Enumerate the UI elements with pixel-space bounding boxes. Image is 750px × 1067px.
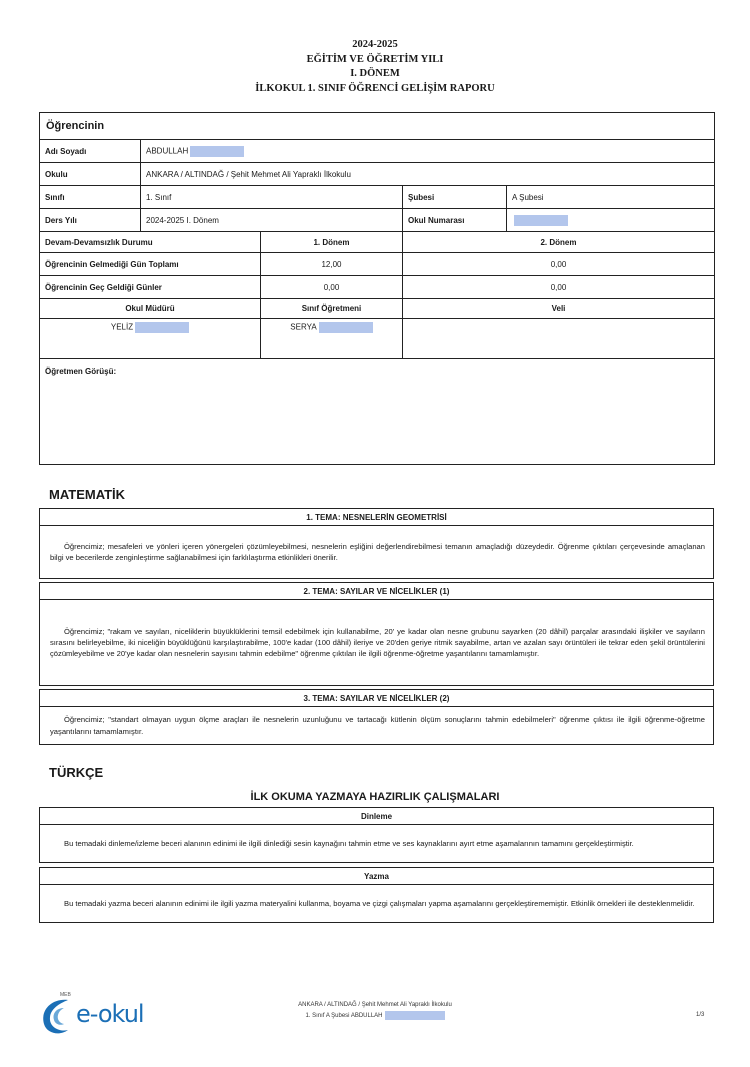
- math-theme-2-text: Öğrencimiz; "rakam ve sayıları, niceliklerin büyüklüklerini temsil edebilmek için kullanabilme, 20' ye kadar olan nesne grubunu sayarken (20 dâhil) parçalar arasındaki ilişkiler ve sayıların sırasını belirleyebilme, iki niceliğin büyüklüğünü karşılaştırabilme, 100'e kadar (100 dâhil) ileriye ve 20'den geriye ritmik sayabilme, artan ve azalan sayı örüntüleri ile tekrar eden şekil örüntülerini çözümleyebilme ve 20'ye kadar olan nesnelerin sayısını tahmin edebilme" öğrenme çıktıları ile ilgili öğrenme-öğretme yaşantılarını tamamlamıştır.: [40, 600, 714, 686]
- absent-days-term1: 12,00: [261, 253, 403, 276]
- redaction-mark: [385, 1011, 445, 1020]
- student-section-title: Öğrencinin: [40, 113, 715, 140]
- teacher-opinion: Öğretmen Görüşü:: [40, 359, 715, 465]
- redaction-mark: [135, 322, 189, 333]
- late-days-label: Öğrencinin Geç Geldiği Günler: [40, 276, 261, 299]
- number-value: [507, 209, 715, 232]
- report-title: İLKOKUL 1. SINIF ÖĞRENCİ GELİŞİM RAPORU: [255, 82, 495, 94]
- listening-text: Bu temadaki dinleme/izleme beceri alanının edinimi ile ilgili dinlediği sesin kaynağını tahmin etme ve ses kaynaklarını ayırt etme aşamalarının tamamını gerçekleştirmiştir.: [40, 825, 714, 863]
- attendance-term2-header: 2. Dönem: [403, 232, 715, 253]
- school-value: ANKARA / ALTINDAĞ / Şehit Mehmet Ali Yapraklı İlkokulu: [141, 163, 715, 186]
- student-info-table: [39, 112, 715, 465]
- listening-title: Dinleme: [40, 808, 714, 825]
- redaction-mark: [319, 322, 373, 333]
- logo-text: e-okul: [76, 1000, 144, 1028]
- math-theme-2-title: 2. TEMA: SAYILAR VE NİCELİKLER (1): [40, 583, 714, 600]
- number-label: Okul Numarası: [403, 209, 507, 232]
- math-theme-1-title: 1. TEMA: NESNELERİN GEOMETRİSİ: [40, 509, 714, 526]
- math-theme-1-text: Öğrencimiz; mesafeleri ve yönleri içeren yönergeleri çözümleyebilmesi, nesnelerin eşliğini değerlendirebilmesi temanın amaçladığı düzeydedir. Öğrenme çıktıları çerçevesinde amaçlanan bilgi ve becerilerde zenginleştirme sağlanabilmesi için farklılaştırma etkinlikleri önerilir.: [40, 526, 714, 579]
- page-number: 1/3: [696, 1012, 705, 1018]
- math-theme-3-title: 3. TEMA: SAYILAR VE NİCELİKLER (2): [40, 690, 714, 707]
- teacher-signature: SERYA: [261, 319, 403, 359]
- writing-title: Yazma: [40, 868, 714, 885]
- redaction-mark: [514, 215, 568, 226]
- report-academic-year: EĞİTİM VE ÖĞRETİM YILI: [306, 53, 444, 65]
- turkish-heading: TÜRKÇE: [49, 765, 104, 780]
- branch-value: A Şubesi: [507, 186, 715, 209]
- report-term: I. DÖNEM: [350, 68, 400, 79]
- footer-student: 1. Sınıf A Şubesi ABDULLAH: [0, 1011, 750, 1022]
- class-label: Sınıfı: [40, 186, 141, 209]
- math-theme-1: [39, 508, 714, 579]
- math-theme-3-text: Öğrencimiz; "standart olmayan uygun ölçme araçları ile nesnelerin uzunluğunu ve tartacağı kütlenin ölçüm sonuçlarını tahmin edebilmeleri" öğrenme çıktısı ile ilgili öğrenme-öğretme yaşantılarını tamamlamıştır.: [40, 707, 714, 745]
- school-label: Okulu: [40, 163, 141, 186]
- year-label: Ders Yılı: [40, 209, 141, 232]
- principal-signature: YELİZ: [40, 319, 261, 359]
- turkish-subtitle: İLK OKUMA YAZMAYA HAZIRLIK ÇALIŞMALARI: [250, 791, 500, 803]
- year-value: 2024-2025 I. Dönem: [141, 209, 403, 232]
- footer-info: [0, 1000, 750, 1022]
- absent-days-label: Öğrencinin Gelmediği Gün Toplamı: [40, 253, 261, 276]
- report-year: 2024-2025: [352, 39, 398, 50]
- attendance-title: Devam-Devamsızlık Durumu: [40, 232, 261, 253]
- name-value: ABDULLAH: [141, 140, 715, 163]
- parent-label: Veli: [403, 299, 715, 319]
- turkish-listening: [39, 807, 714, 863]
- logo-meb-text: MEB: [60, 992, 71, 998]
- late-days-term1: 0,00: [261, 276, 403, 299]
- turkish-writing: [39, 867, 714, 923]
- math-theme-2: [39, 582, 714, 686]
- math-heading: MATEMATİK: [49, 487, 126, 502]
- class-value: 1. Sınıf: [141, 186, 403, 209]
- redaction-mark: [190, 146, 244, 157]
- branch-label: Şubesi: [403, 186, 507, 209]
- teacher-label: Sınıf Öğretmeni: [261, 299, 403, 319]
- report-header: [0, 38, 750, 96]
- name-label: Adı Soyadı: [40, 140, 141, 163]
- math-theme-3: [39, 689, 714, 745]
- late-days-term2: 0,00: [403, 276, 715, 299]
- parent-signature: [403, 319, 715, 359]
- principal-label: Okul Müdürü: [40, 299, 261, 319]
- attendance-term1-header: 1. Dönem: [261, 232, 403, 253]
- footer-school: ANKARA / ALTINDAĞ / Şehit Mehmet Ali Yapraklı İlkokulu: [298, 1002, 452, 1008]
- absent-days-term2: 0,00: [403, 253, 715, 276]
- writing-text: Bu temadaki yazma beceri alanının edinimi ile ilgili yazma materyalini kullanma, boyama ve çizgi çalışmaları yapma aşamalarını gerçekleştirememiştir. Etkinlik örnekleri ile desteklenmelidir.: [40, 885, 714, 923]
